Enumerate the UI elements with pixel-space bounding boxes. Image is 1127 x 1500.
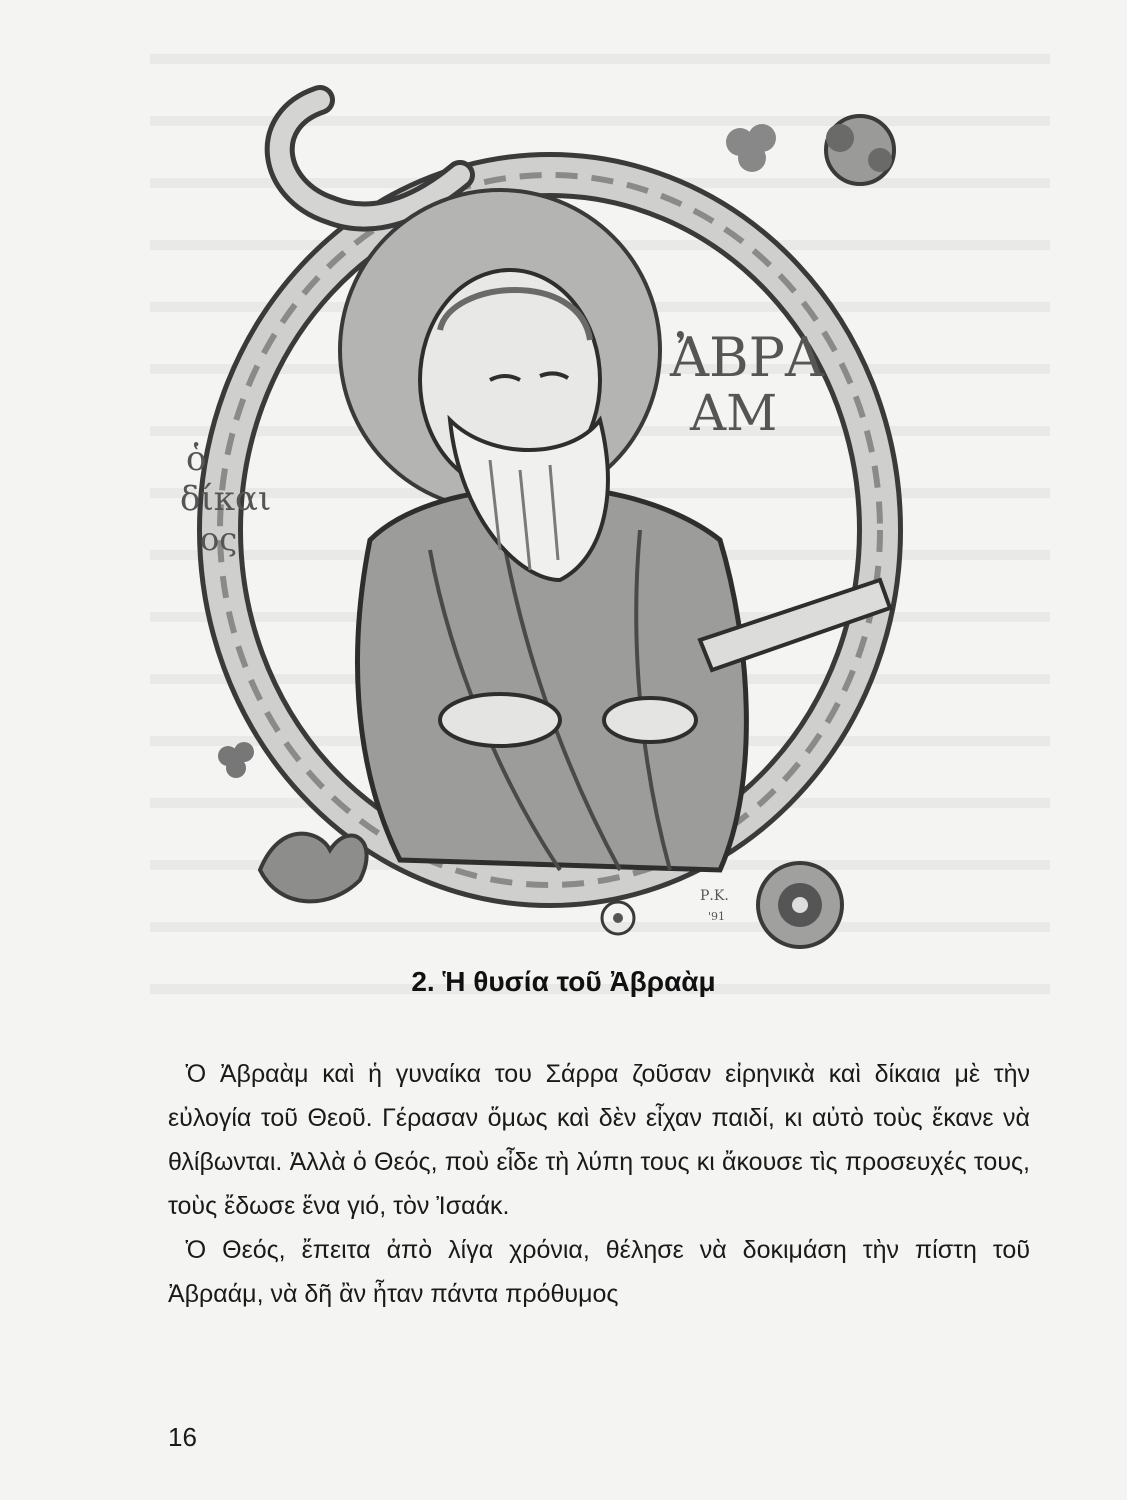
lily-bottom-left [260, 834, 367, 902]
hand-right [604, 698, 696, 742]
trefoil-top [726, 124, 776, 172]
inscription-epithet-line3: ος [200, 520, 238, 558]
trefoil-left [218, 742, 254, 778]
leaf-top-right [826, 116, 894, 184]
hand-left [440, 694, 560, 746]
illuminated-initial-theta [180, 80, 940, 960]
flower-bottom-center [602, 902, 634, 934]
inscription-name-line1: ἈΒΡΑ [670, 326, 825, 389]
inscription-epithet-line2: δίκαι [180, 479, 272, 519]
paragraph-1: Ὁ Ἀβραὰμ καὶ ἡ γυναίκα του Σάρρα ζοῦσαν εἰρηνικὰ καὶ δίκαια μὲ τὴν εὐλογία τοῦ Θεοῦ. Γέρασαν ὅμως καὶ δὲν εἶχαν παιδί, κι αὐτὸ τοὺς ἔκανε νὰ θλίβωνται. Ἀλλὰ ὁ Θεός, ποὺ εἶδε τὴ λύπη τους κι ἄκουσε τὶς προσευχές τους, τοὺς ἔδωσε ἕνα γιό, τὸν Ἰσαάκ. [168, 1060, 1030, 1220]
chapter-title: 2. Ἡ θυσία τοῦ Ἀβραὰμ [411, 966, 716, 997]
page-number: 16 [168, 1422, 197, 1452]
paragraph-2: Ὁ Θεός, ἔπειτα ἀπὸ λίγα χρόνια, θέλησε νὰ δοκιμάση τὴν πίστη τοῦ Ἀβραάμ, νὰ δῆ ἂν ἦταν πάντα πρόθυμος [168, 1236, 1030, 1308]
top-curl-fill [280, 100, 460, 217]
inscription-name-line2: ΑΜ [690, 384, 778, 442]
inscription-epithet-line1: ὁ [186, 439, 207, 479]
artist-year: '91 [708, 910, 726, 923]
body-text [168, 1052, 1030, 1316]
rosette-bottom-right [758, 863, 842, 947]
artist-monogram: Ρ.Κ. [700, 888, 729, 904]
icon-illustration [180, 80, 940, 960]
